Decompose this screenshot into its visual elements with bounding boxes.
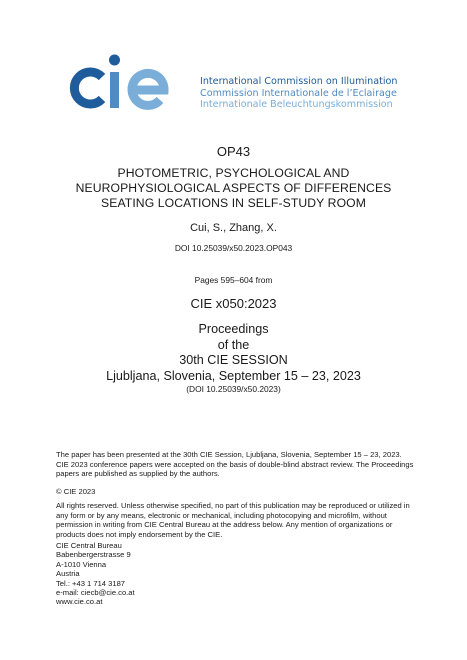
address-line: Austria: [56, 569, 80, 579]
paper-title-line: NEUROPHYSIOLOGICAL ASPECTS OF DIFFERENCES: [75, 181, 392, 195]
cie-logo: [62, 52, 192, 112]
address-line: A-1010 Vienna: [56, 559, 107, 569]
contact-address: [56, 541, 416, 607]
proceedings-title: [0, 322, 467, 384]
address-line: Tel.: +43 1 714 3187: [56, 578, 126, 588]
organization-name-german: Internationale Beleuchtungskommission: [200, 99, 393, 110]
presentation-notice: The paper has been presented at the 30th CIE Session, Ljubljana, Slovenia, September 15 – 23, 2023. CIE 2023 conference papers were accepted on the basis of double-blind abstract review. The Proceedings papers are published as supplied by the authors.: [56, 450, 414, 479]
report-number: CIE x050:2023: [190, 296, 277, 311]
address-line: www.cie.co.at: [56, 597, 103, 607]
paper-pages: Pages 595–604 from: [194, 275, 273, 285]
rights-notice: All rights reserved. Unless otherwise specified, no part of this publication may be reproduced or utilized in any form or by any means, electronic or mechanical, including photocopying and microfilm, without permission in writing from CIE Central Bureau at the address below. Any mention of organizations or products does not imply endorsement by the CIE.: [56, 501, 410, 539]
proceedings-line: 30th CIE SESSION: [179, 353, 288, 367]
organization-name-french: Commission Internationale de l’Eclairage: [200, 87, 397, 99]
proceedings-line: of the: [217, 337, 250, 352]
paper-number: OP43: [216, 144, 251, 159]
paper-authors: Cui, S., Zhang, X.: [190, 222, 277, 234]
paper-title-line: SEATING LOCATIONS IN SELF-STUDY ROOM: [101, 196, 366, 210]
cie-logo-mark-icon: [62, 52, 192, 112]
address-line: CIE Central Bureau: [56, 541, 122, 550]
proceedings-line: Ljubljana, Slovenia, September 15 – 23, 2023: [106, 368, 361, 383]
paper-doi: DOI 10.25039/x50.2023.OP043: [174, 243, 293, 253]
address-line: e-mail: ciecb@cie.co.at: [56, 588, 135, 598]
proceedings-doi: (DOI 10.25039/x50.2023): [186, 384, 281, 394]
paper-title: [0, 166, 467, 211]
organization-name-english: International Commission on Illumination: [200, 76, 398, 87]
proceedings-line: Proceedings: [198, 322, 269, 336]
paper-title-line: PHOTOMETRIC, PSYCHOLOGICAL AND: [117, 166, 350, 180]
organization-names: [200, 76, 460, 111]
address-line: Babenbergerstrasse 9: [56, 550, 131, 560]
copyright-notice: © CIE 2023: [56, 487, 96, 496]
